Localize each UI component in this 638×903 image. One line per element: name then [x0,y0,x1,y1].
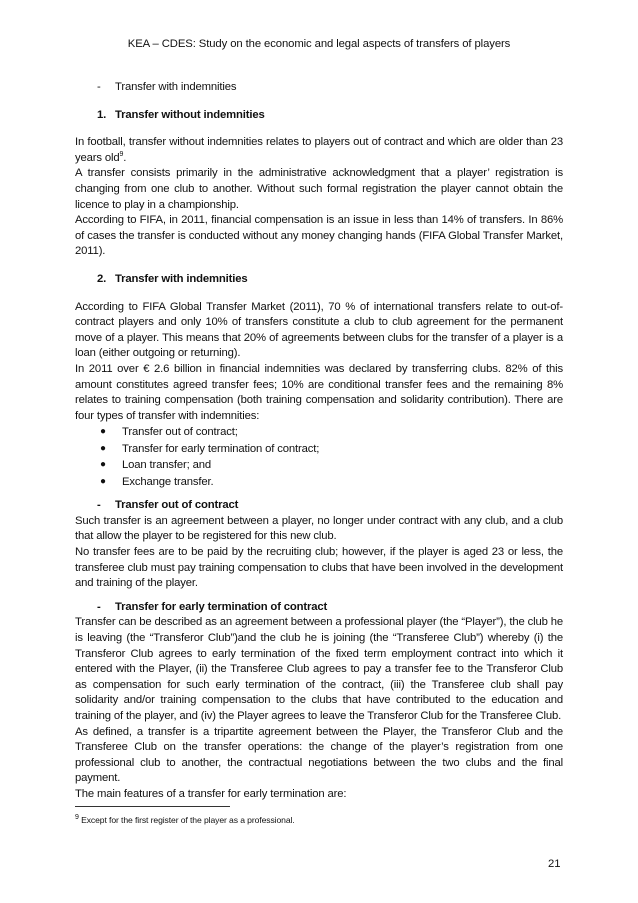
section-number: 2. [97,272,107,285]
list-item [100,441,563,458]
page-body [75,80,563,803]
section-number: 1. [97,108,107,121]
footnote-text: Except for the first register of the player as a professional. [78,815,295,825]
subsection-2-heading [97,600,563,616]
list-item [100,457,563,474]
intro-dash-item [97,80,563,96]
paragraph: According to FIFA, in 2011, financial compensation is an issue in less than 14% of transfers. In 86% of cases the transfer is conducted without any money changing hands (FIFA Global Transfer Market, 2011). [75,214,563,258]
list-item-text: Loan transfer; and [122,459,211,472]
list-item [100,474,563,491]
footnote-ref: 9 [119,151,124,159]
section-1-heading [97,108,563,124]
dash-marker: - [97,499,101,512]
section-title: Transfer without indemnities [115,108,265,121]
section-2-heading [97,272,563,288]
paragraph [75,135,563,166]
paragraph: As defined, a transfer is a tripartite agreement between the Player, the Transferor Club and the Transferee Club on the transfer operations: the change of the player’s registration from one professional club to another, the contractual negotiations between the two clubs and the final payment. [75,725,563,785]
bullet-icon: ● [100,426,106,438]
paragraph-text: In football, transfer without indemnities relates to players out of contract and which are older than 23 years old [75,136,563,164]
paragraph: A transfer consists primarily in the administrative acknowledgment that a player’ registration is changing from one club to another. Without such formal registration the player cannot obtain the licence to play in a championship. [75,167,563,211]
dash-marker: - [97,81,101,93]
list-item-text: Transfer out of contract; [122,426,238,439]
list-item-text: Transfer for early termination of contract; [122,442,320,455]
bullet-icon: ● [100,442,106,454]
paragraph: According to FIFA Global Transfer Market (2011), 70 % of international transfers relate to out-of-contract players and only 10% of transfers constitute a club to club agreement for the permanent move of a player. This means that 20% of agreements between clubs for the transfer of a player is a loan (either outgoing or returning). [75,300,563,360]
subsection-1-heading [97,498,563,514]
subsection-title: Transfer out of contract [115,499,239,512]
paragraph: Such transfer is an agreement between a player, no longer under contract with any club, and a club that allow the player to be registered for this new club. [75,514,563,543]
paragraph: In 2011 over € 2.6 billion in financial indemnities was declared by transferring clubs. 82% of this amount constitutes agreed transfer fees; 10% are conditional transfer fees and the remaining 8% relates to training compensation (both training compensation and solidarity contribution). There are four types of transfer with indemnities: [75,362,563,422]
paragraph: The main features of a transfer for early termination are: [75,787,347,800]
footnote [75,815,295,825]
paragraph-end: . [123,151,127,164]
list-item-text: Exchange transfer. [122,475,214,488]
intro-item-text: Transfer with indemnities [115,81,237,93]
running-header: KEA – CDES: Study on the economic and legal aspects of transfers of players [127,38,511,50]
page-number: 21 [548,858,561,870]
bullet-list [75,424,563,490]
bullet-icon: ● [100,459,106,471]
list-item [100,424,563,441]
footnote-divider [75,806,230,807]
paragraph: No transfer fees are to be paid by the recruiting club; however, if the player is aged 23 or less, the transferee club must pay training compensation to clubs that have been involved in the development and training of the player. [75,546,563,590]
dash-marker: - [97,600,101,613]
footnote-number: 9 [75,814,79,822]
bullet-icon: ● [100,475,106,487]
paragraph: Transfer can be described as an agreement between a professional player (the “Player”), the club he is leaving (the “Transferor Club”)and the club he is joining (the “Transferee Club”) whereby (i) the Transferor Club agrees to early termination of the fixed term employment contract into which it entered with the Player, (ii) the Transferee Club agrees to pay a transfer fee to the Transferor Club as compensation for such early termination of the contract, (iii) the Transferee club shall pay solidarity and/or training compensation to the clubs that have contributed to the education and training of the player, and (iv) the Player agrees to leave the Transferor Club for the Transferee Club. [75,616,563,722]
section-title: Transfer with indemnities [115,272,248,285]
subsection-title: Transfer for early termination of contract [115,600,328,613]
